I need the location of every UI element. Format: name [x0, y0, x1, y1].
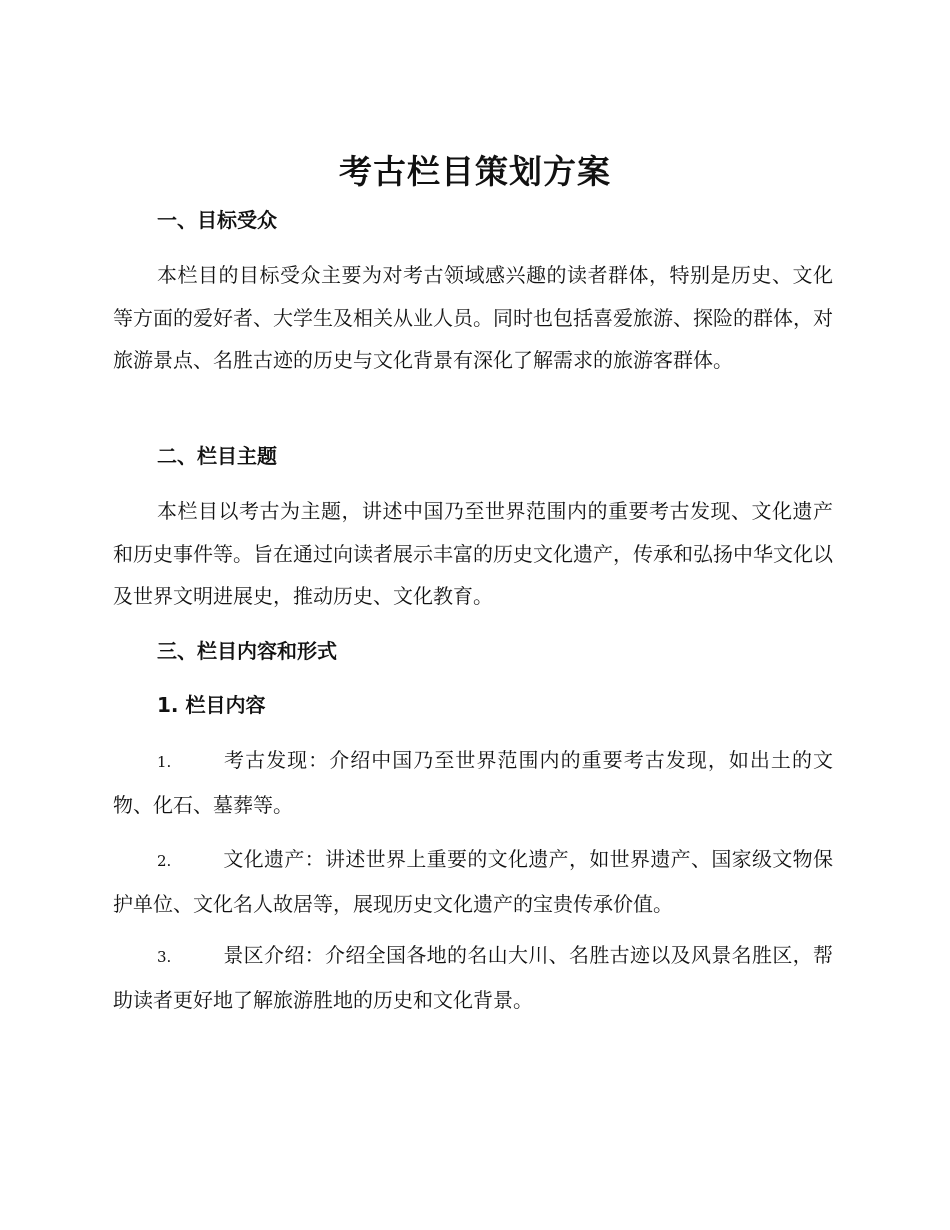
section-paragraph-audience: 本栏目的目标受众主要为对考古领域感兴趣的读者群体，特别是历史、文化等方面的爱好者、大学生及相关从业人员。同时也包括喜爱旅游、探险的群体，对旅游景点、名胜古迹的历史与文化背景有深化了解需求的旅游客群体。 [113, 263, 833, 372]
list-item-text: 景区介绍：介绍全国各地的名山大川、名胜古迹以及风景名胜区，帮助读者更好地了解旅游胜地的历史和文化背景。 [113, 943, 833, 1012]
section-heading-content-form: 三、栏目内容和形式 [157, 639, 337, 663]
list-item [113, 934, 833, 1021]
list-item-text: 考古发现：介绍中国乃至世界范围内的重要考古发现，如出土的文物、化石、墓葬等。 [113, 748, 833, 817]
list-item-number: 2. [157, 852, 172, 870]
list-item-number: 3. [157, 948, 172, 966]
subsection-heading-content: 1. 栏目内容 [157, 693, 266, 717]
list-item-text: 文化遗产：讲述世界上重要的文化遗产，如世界遗产、国家级文物保护单位、文化名人故居等，展现历史文化遗产的宝贵传承价值。 [113, 847, 833, 916]
document-title: 考古栏目策划方案 [339, 152, 611, 191]
section-heading-audience: 一、目标受众 [157, 208, 277, 232]
section-paragraph-theme: 本栏目以考古为主题，讲述中国乃至世界范围内的重要考古发现、文化遗产和历史事件等。旨在通过向读者展示丰富的历史文化遗产，传承和弘扬中华文化以及世界文明进展史，推动历史、文化教育。 [113, 499, 833, 608]
list-item-number: 1. [157, 753, 172, 771]
list-item [113, 739, 833, 826]
section-heading-theme: 二、栏目主题 [157, 444, 277, 468]
list-item [113, 838, 833, 925]
